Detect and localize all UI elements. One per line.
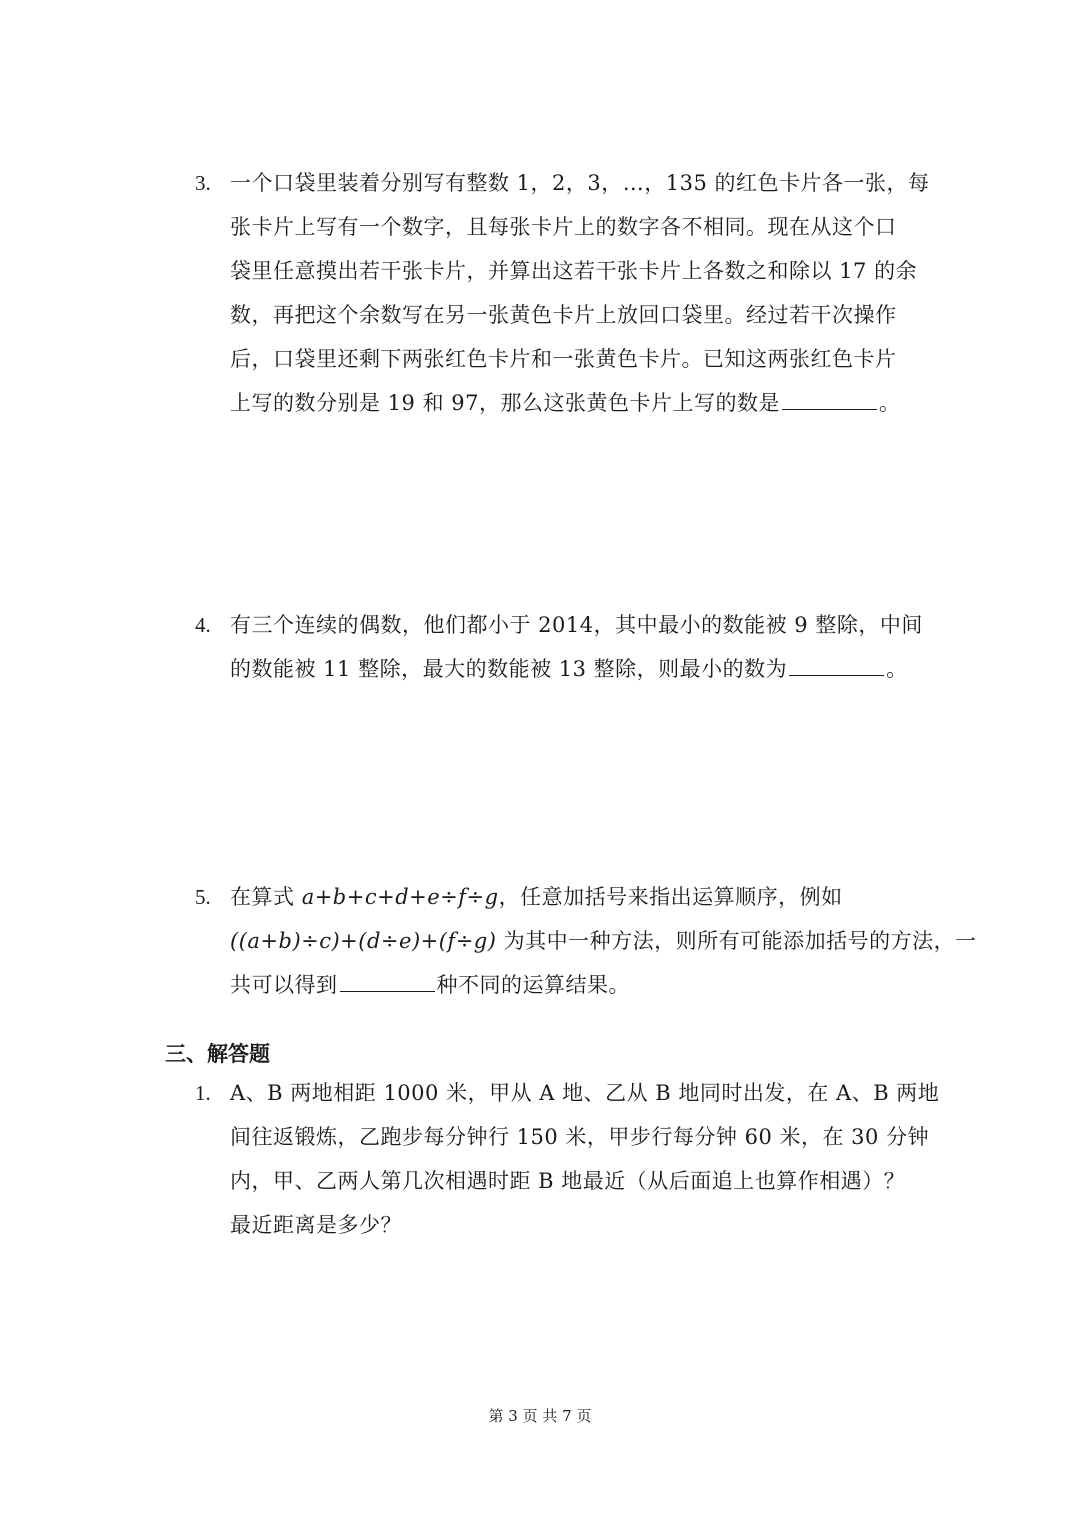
problem-line-text: 为其中一种方法，则所有可能添加括号的方法，一: [496, 929, 977, 953]
problem-number: 4.: [195, 613, 211, 637]
problem-line-text: ，任意加括号来指出运算顺序，例如: [498, 885, 843, 909]
answer-blank[interactable]: [782, 385, 877, 410]
problem-line: 后，口袋里还剩下两张红色卡片和一张黄色卡片。已知这两张红色卡片: [230, 347, 897, 371]
problem-line-text: 上写的数分别是 19 和 97，那么这张黄色卡片上写的数是: [230, 391, 780, 415]
problem-line: 内，甲、乙两人第几次相遇时距 B 地最近（从后面追上也算作相遇）？: [230, 1169, 906, 1193]
problem-line: A、B 两地相距 1000 米，甲从 A 地、乙从 B 地同时出发，在 A、B 两地: [230, 1081, 940, 1105]
problem-text: [230, 875, 977, 1007]
problem-line-text: 种不同的运算结果。: [436, 973, 630, 997]
problem-number: 3.: [195, 171, 211, 195]
page-footer: 第 3 页 共 7 页: [488, 1407, 592, 1425]
problem-line: 间往返锻炼，乙跑步每分钟行 150 米，甲步行每分钟 60 米，在 30 分钟: [230, 1125, 930, 1149]
problem-line: [230, 875, 915, 919]
answer-blank[interactable]: [340, 967, 435, 992]
problem-line: 一个口袋里装着分别写有整数 1，2，3，…，135 的红色卡片各一张，每: [230, 171, 930, 195]
problem-line: [230, 647, 915, 691]
problem-line: [230, 381, 915, 425]
problem-text: [230, 161, 930, 425]
problem-line: 最近距离是多少？: [230, 1213, 402, 1237]
problem-line: [230, 963, 915, 1007]
problem-line-end: 。: [886, 657, 908, 681]
problem-line: [230, 919, 977, 963]
math-expression: ((a+b)÷c)+(d÷e)+(f÷g): [230, 929, 497, 953]
problem-line-end: 。: [878, 391, 901, 415]
answer-blank[interactable]: [789, 651, 884, 676]
problem-line-text: 的数能被 11 整除，最大的数能被 13 整除，则最小的数为: [230, 657, 788, 681]
problem-text: [230, 603, 923, 691]
math-expression: a+b+c+d+e÷f÷g: [301, 885, 499, 909]
problem-line: 袋里任意摸出若干张卡片，并算出这若干张卡片上各数之和除以 17 的余: [230, 259, 918, 283]
problem-line-text: 在算式: [230, 885, 302, 909]
problem-line: 数，再把这个余数写在另一张黄色卡片上放回口袋里。经过若干次操作: [230, 303, 897, 327]
problem-line: 有三个连续的偶数，他们都小于 2014，其中最小的数能被 9 整除，中间: [230, 613, 923, 637]
problem-number: 1.: [195, 1081, 211, 1105]
problem-text: [230, 1071, 940, 1247]
problem-line-text: 共可以得到: [230, 973, 338, 997]
problem-number: 5.: [195, 885, 211, 909]
section-title: 三、解答题: [165, 1042, 270, 1066]
problem-line: 张卡片上写有一个数字，且每张卡片上的数字各不相同。现在从这个口: [230, 215, 897, 239]
